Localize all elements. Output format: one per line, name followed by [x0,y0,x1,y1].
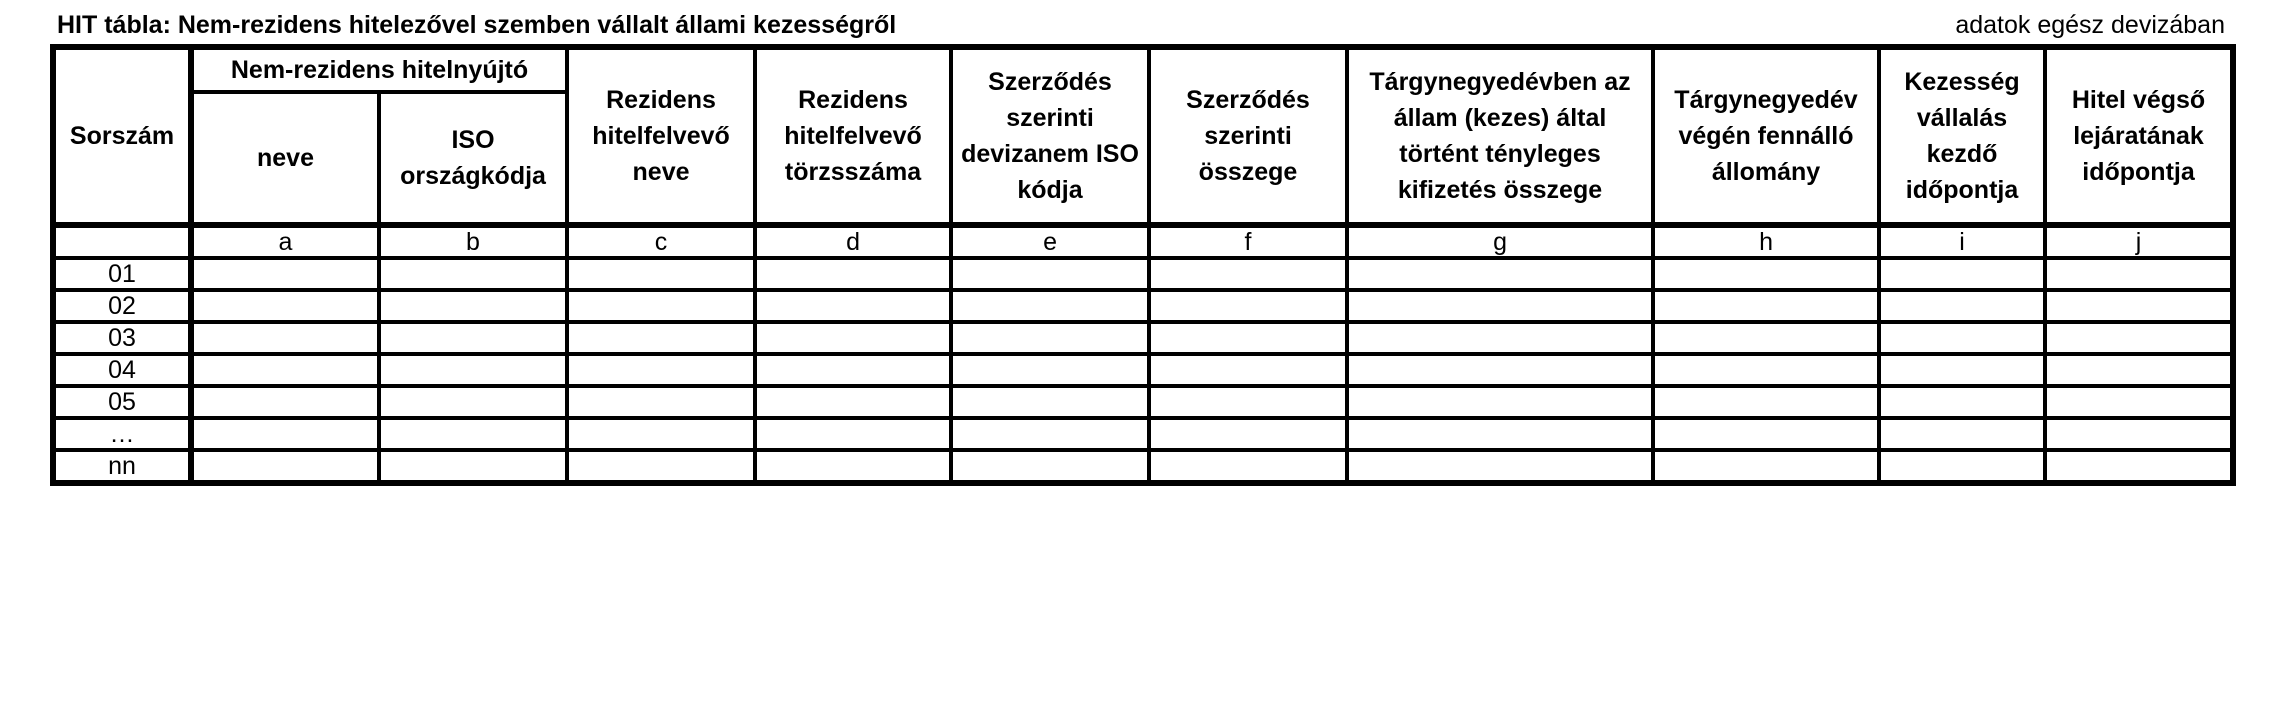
data-cell[interactable] [567,354,755,386]
data-cell[interactable] [1653,354,1879,386]
data-cell[interactable] [951,290,1149,322]
header-col-a: neve [191,92,379,225]
data-cell[interactable] [1347,418,1653,450]
data-cell[interactable] [1653,258,1879,290]
row-number: 05 [53,386,191,418]
row-number: 03 [53,322,191,354]
data-cell[interactable] [379,418,567,450]
column-letters-row [53,225,2233,258]
data-cell[interactable] [951,450,1149,483]
data-cell[interactable] [191,322,379,354]
data-cell[interactable] [755,290,951,322]
data-cell[interactable] [951,354,1149,386]
data-cell[interactable] [755,386,951,418]
data-cell[interactable] [567,290,755,322]
data-cell[interactable] [191,290,379,322]
data-cell[interactable] [1149,290,1347,322]
header-col-b: ISO országkódja [379,92,567,225]
letter-cell: g [1347,225,1653,258]
letter-cell: h [1653,225,1879,258]
data-cell[interactable] [1347,322,1653,354]
data-cell[interactable] [1149,258,1347,290]
data-cell[interactable] [755,322,951,354]
data-cell[interactable] [191,386,379,418]
letter-cell: b [379,225,567,258]
header-col-h: Tárgynegyedév végén fennálló állomány [1653,47,1879,225]
header-group-nonresident-lender: Nem-rezidens hitelnyújtó [191,47,567,92]
letter-cell: c [567,225,755,258]
table-row [53,386,2233,418]
data-cell[interactable] [1879,322,2045,354]
data-cell[interactable] [379,322,567,354]
letter-cell: i [1879,225,2045,258]
data-cell[interactable] [2045,450,2233,483]
table-body [53,225,2233,483]
data-cell[interactable] [1879,290,2045,322]
table-row [53,290,2233,322]
row-number: 01 [53,258,191,290]
data-cell[interactable] [1149,354,1347,386]
header-col-j: Hitel végső lejáratának időpontja [2045,47,2233,225]
data-cell[interactable] [567,258,755,290]
data-cell[interactable] [1347,258,1653,290]
data-cell[interactable] [2045,290,2233,322]
header-col-c: Rezidens hitelfelvevő neve [567,47,755,225]
letter-cell: a [191,225,379,258]
header-col-i: Kezesség vállalás kezdő időpontja [1879,47,2045,225]
data-cell[interactable] [1879,258,2045,290]
data-cell[interactable] [567,322,755,354]
data-cell[interactable] [2045,354,2233,386]
data-cell[interactable] [1149,418,1347,450]
data-cell[interactable] [1149,386,1347,418]
data-cell[interactable] [1653,418,1879,450]
data-cell[interactable] [567,386,755,418]
header-sorszam: Sorszám [53,47,191,225]
data-cell[interactable] [951,386,1149,418]
data-cell[interactable] [379,450,567,483]
table-row [53,322,2233,354]
data-cell[interactable] [755,258,951,290]
letter-cell: e [951,225,1149,258]
data-cell[interactable] [379,354,567,386]
letter-cell: j [2045,225,2233,258]
data-cell[interactable] [951,258,1149,290]
data-cell[interactable] [1653,322,1879,354]
data-cell[interactable] [951,322,1149,354]
data-cell[interactable] [1347,290,1653,322]
data-cell[interactable] [755,354,951,386]
data-cell[interactable] [1653,450,1879,483]
data-cell[interactable] [567,418,755,450]
data-cell[interactable] [1347,450,1653,483]
table-row [53,354,2233,386]
data-cell[interactable] [1347,386,1653,418]
table-row [53,258,2233,290]
data-cell[interactable] [2045,418,2233,450]
table-row [53,450,2233,483]
data-cell[interactable] [1149,450,1347,483]
row-number: nn [53,450,191,483]
data-cell[interactable] [1653,290,1879,322]
hit-table [50,44,2236,486]
data-cell[interactable] [951,418,1149,450]
data-cell[interactable] [1149,322,1347,354]
header-col-d: Rezidens hitelfelvevő törzsszáma [755,47,951,225]
letter-cell: f [1149,225,1347,258]
data-cell[interactable] [379,258,567,290]
data-cell[interactable] [755,418,951,450]
letter-cell-empty [53,225,191,258]
row-number: … [53,418,191,450]
row-number: 04 [53,354,191,386]
data-cell[interactable] [191,354,379,386]
data-cell[interactable] [379,290,567,322]
data-cell[interactable] [567,450,755,483]
data-cell[interactable] [1879,418,2045,450]
data-cell[interactable] [1879,386,2045,418]
header-col-e: Szerződés szerinti devizanem ISO kódja [951,47,1149,225]
data-cell[interactable] [755,450,951,483]
units-note: adatok egész devizában [1955,11,2225,39]
data-cell[interactable] [191,258,379,290]
header-col-f: Szerződés szerinti összege [1149,47,1347,225]
data-cell[interactable] [1653,386,1879,418]
data-cell[interactable] [191,450,379,483]
letter-cell: d [755,225,951,258]
data-cell[interactable] [1879,450,2045,483]
table-title: HIT tábla: Nem-rezidens hitelezővel szemben vállalt állami kezességről [57,11,897,39]
data-cell[interactable] [1347,354,1653,386]
header-col-g: Tárgynegyedévben az állam (kezes) által történt tényleges kifizetés összege [1347,47,1653,225]
data-cell[interactable] [2045,258,2233,290]
row-number: 02 [53,290,191,322]
data-cell[interactable] [1879,354,2045,386]
data-cell[interactable] [2045,322,2233,354]
data-cell[interactable] [191,418,379,450]
table-row [53,418,2233,450]
data-cell[interactable] [2045,386,2233,418]
data-cell[interactable] [379,386,567,418]
